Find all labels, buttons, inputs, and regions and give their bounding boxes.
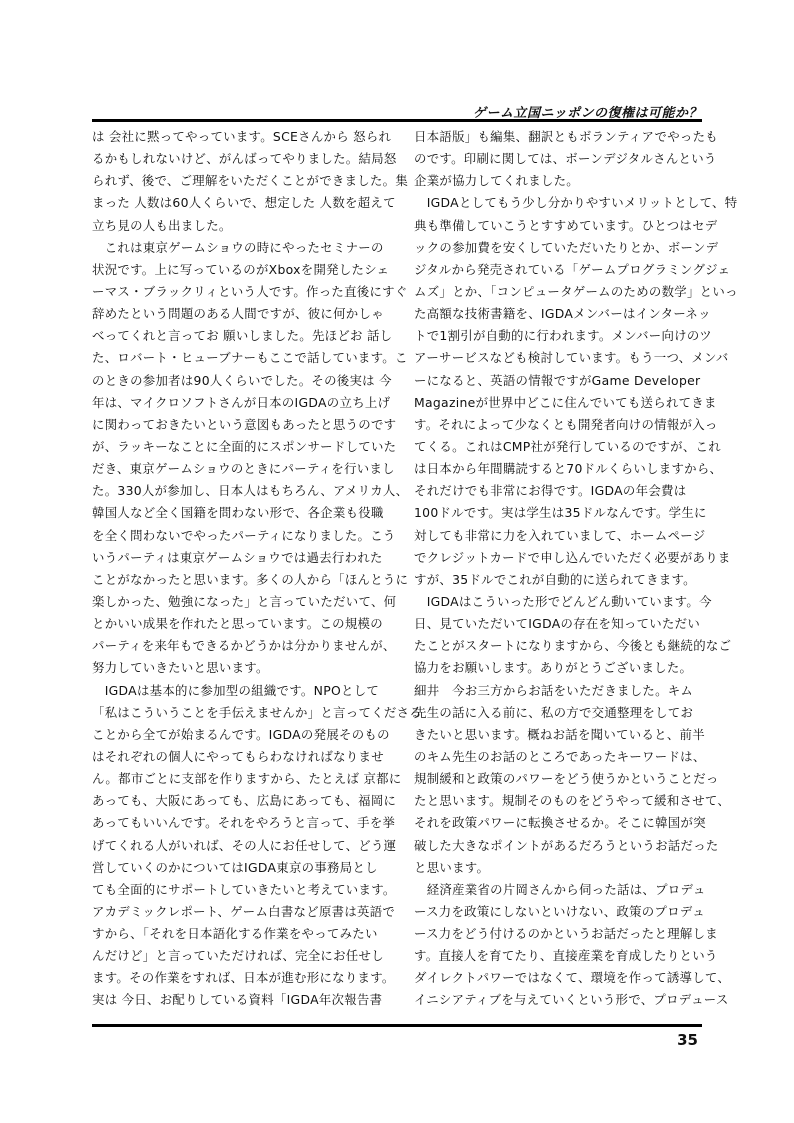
text-line: た高額な技術書籍を、IGDAメンバーはインターネッ [414, 306, 711, 322]
text-line: 対しても非常に力を入れていまして、ホームページ [414, 527, 706, 543]
text-line: ことから全てが始まるんです。IGDAの発展そのもの [92, 726, 390, 742]
right-column [414, 126, 738, 1012]
text-line: のキム先生のお話のところであったキーワードは、 [414, 748, 706, 764]
text-line: それを政策パワーに転換させるか。そこに韓国が突 [414, 815, 706, 831]
text-line: これは東京ゲームショウの時にやったセミナーの [92, 239, 384, 255]
text-line: IGDAはこういった形でどんどん動いています。今 [414, 593, 712, 609]
text-line: それだけでも非常にお得です。IGDAの年会費は [414, 483, 687, 499]
text-line: んだけど」と言っていただければ、完全にお任せし [92, 948, 384, 964]
text-line: 立ち見の人も出ました。 [92, 217, 232, 233]
text-line: た。330人が参加し、日本人はもちろん、アメリカ人、 [92, 483, 409, 499]
text-line: 日、見ていただいてIGDAの存在を知っていただい [414, 616, 701, 632]
text-line: 日本語版」も編集、翻訳ともボランティアでやったも [414, 129, 718, 144]
text-line: イニシアティブを与えていくという形で、プロデュース [414, 992, 729, 1008]
footer-rule [92, 1024, 702, 1027]
text-line: パーティを来年もできるかどうかは分かりませんが、 [92, 638, 396, 654]
text-line: ます。その作業をすれば、日本が進む形になります。 [92, 970, 395, 986]
text-line: 実は 今日、お配りしている資料「IGDA年次報告書 [92, 992, 383, 1008]
text-line: られず、後で、ご理解をいただくことができました。集 [92, 173, 409, 189]
text-line: 100ドルです。実は学生は35ドルなんです。学生に [414, 505, 707, 521]
text-line: を全く問わないでやったパーティになりました。こう [92, 527, 396, 543]
text-line: まった 人数は60人くらいで、想定した 人数を超えて [92, 195, 396, 211]
text-line: 企業が協力してくれました。 [414, 173, 579, 189]
text-line: のです。印刷に関しては、ボーンデジタルさんという [414, 151, 717, 167]
page-number: 35 [677, 1031, 698, 1049]
text-line: は日本から年間購読すると70ドルくらいしますから、 [414, 461, 723, 477]
text-line: ことがなかったと思います。多くの人から「ほんとうに [92, 571, 409, 587]
text-line: たことがスタートになりますから、今後とも継続的なご [414, 638, 732, 654]
text-line: ーになると、英語の情報ですがGame Developer [414, 372, 701, 388]
text-line: とかいい成果を作れたと思っています。この規模の [92, 616, 383, 632]
text-line: す。直接人を育てたり、直接産業を育成したりという [414, 948, 718, 964]
text-line: アーサービスなども検討しています。もう一つ、メンバ [414, 350, 729, 366]
running-header-title: ゲーム立国ニッポンの復権は可能か？ [473, 106, 702, 121]
text-line: べってくれと言ってお 願いしました。先ほどお 話し [92, 328, 393, 344]
text-line: ース力を政策にしないといけない、政策のプロデュ [414, 903, 705, 919]
text-line: あってもいいんです。それをやろうと言って、手を挙 [92, 815, 396, 831]
text-line: 楽しかった、勉強になった」と言っていただいて、何 [92, 593, 397, 609]
text-line: てくる。これはCMP社が発行しているのですが、これ [414, 438, 721, 454]
text-line: のときの参加者は90人くらいでした。その後実は 今 [92, 372, 392, 388]
text-line: 韓国人など全く国籍を問わない形で、各企業も役職 [92, 505, 384, 521]
text-line: すが、35ドルでこれが自動的に送られてきます。 [414, 571, 696, 587]
text-line: ックの参加費を安くしていただいたりとか、ボーンデ [414, 239, 719, 255]
text-line: あっても、大阪にあっても、広島にあっても、福岡に [92, 793, 397, 809]
text-line: すから、「それを日本語化する作業をやってみたい [92, 926, 378, 942]
text-line: きたいと思います。概ねお話を聞いていると、前半 [414, 726, 705, 742]
text-line: す。それによって少なくとも開発者向けの情報が入っ [414, 416, 718, 432]
text-line: 経済産業省の片岡さんから伺った話は、プロデュ [414, 881, 706, 897]
text-line: が、ラッキーなことに全面的にスポンサードしていた [92, 438, 397, 454]
text-line: 年は、マイクロソフトさんが日本のIGDAの立ち上げ [92, 394, 391, 410]
text-line: Magazineが世界中どこに住んでいても送られてきま [414, 394, 717, 410]
text-line: 「私はこういうことを手伝えませんか」と言ってくださる [92, 704, 422, 720]
text-line: るかもしれないけど、がんばってやりました。結局怒 [92, 151, 397, 167]
text-line: トで1割引が自動的に行われます。メンバー向けのツ [414, 328, 712, 344]
text-line: 辞めたという問題のある人間ですが、彼に何かしゃ [92, 306, 384, 322]
text-line: は 会社に黙ってやっています。SCEさんから 怒られ [92, 129, 392, 144]
text-line: でクレジットカードで申し込んでいただく必要がありま [414, 549, 731, 565]
text-line: 状況です。上に写っているのがXboxを開発したシェ [92, 261, 390, 277]
text-line: ん。都市ごとに支部を作りますから、たとえば 京都に [92, 771, 402, 787]
text-line: IGDAとしてもう少し分かりやすいメリットとして、特 [414, 195, 738, 211]
text-line: 先生の話に入る前に、私の方で交通整理をしてお [414, 704, 694, 720]
text-line: ジタルから発売されている「ゲームプログラミングジェ [414, 261, 731, 277]
text-line: げてくれる人がいれば、その人にお任せして、どう運 [92, 837, 397, 853]
left-column [92, 126, 422, 1012]
header-rule [92, 119, 702, 122]
text-line: 営していくのかについてはIGDA東京の事務局とし [92, 859, 378, 875]
text-line: に関わっておきたいという意図もあったと思うのです [92, 416, 397, 432]
text-line: 破した大きなポイントがあるだろうというお話だった [414, 837, 719, 853]
text-line: ース力をどう付けるのかというお話だったと理解しま [414, 926, 718, 942]
text-line: IGDAは基本的に参加型の組織です。NPOとして [92, 682, 380, 698]
text-line: はそれぞれの個人にやってもらわなければなりませ [92, 748, 384, 764]
text-line: ムズ」とか、「コンピュータゲームのための数学」といっ [414, 283, 738, 299]
text-line: 細井 今お三方からお話をいただきました。キム [414, 682, 694, 698]
text-line: アカデミックレポート、ゲーム白書など原書は英語で [92, 903, 396, 919]
text-line: ーマス・ブラックリィという人です。作った直後にすぐ [92, 283, 408, 299]
text-line: と思います。 [414, 859, 490, 875]
text-line: 努力していきたいと思います。 [92, 660, 269, 676]
text-line: た、ロバート・ヒューブナーもここで話しています。こ [92, 350, 408, 366]
text-line: いうパーティは東京ゲームショウでは過去行われた [92, 549, 383, 565]
text-line: ダイレクトパワーではなくて、環境を作って誘導して、 [414, 970, 731, 986]
text-line: 協力をお願いします。ありがとうございました。 [414, 660, 693, 676]
text-line: ても全面的にサポートしていきたいと考えています。 [92, 881, 396, 897]
text-line: たと思います。規制そのものをどうやって緩和させて、 [414, 793, 731, 809]
text-line: だき、東京ゲームショウのときにパーティを行いまし [92, 461, 395, 477]
text-line: 規制緩和と政策のパワーをどう使うかということだっ [414, 771, 719, 787]
text-line: 典も準備していこうとすすめています。ひとつはセデ [414, 217, 718, 233]
